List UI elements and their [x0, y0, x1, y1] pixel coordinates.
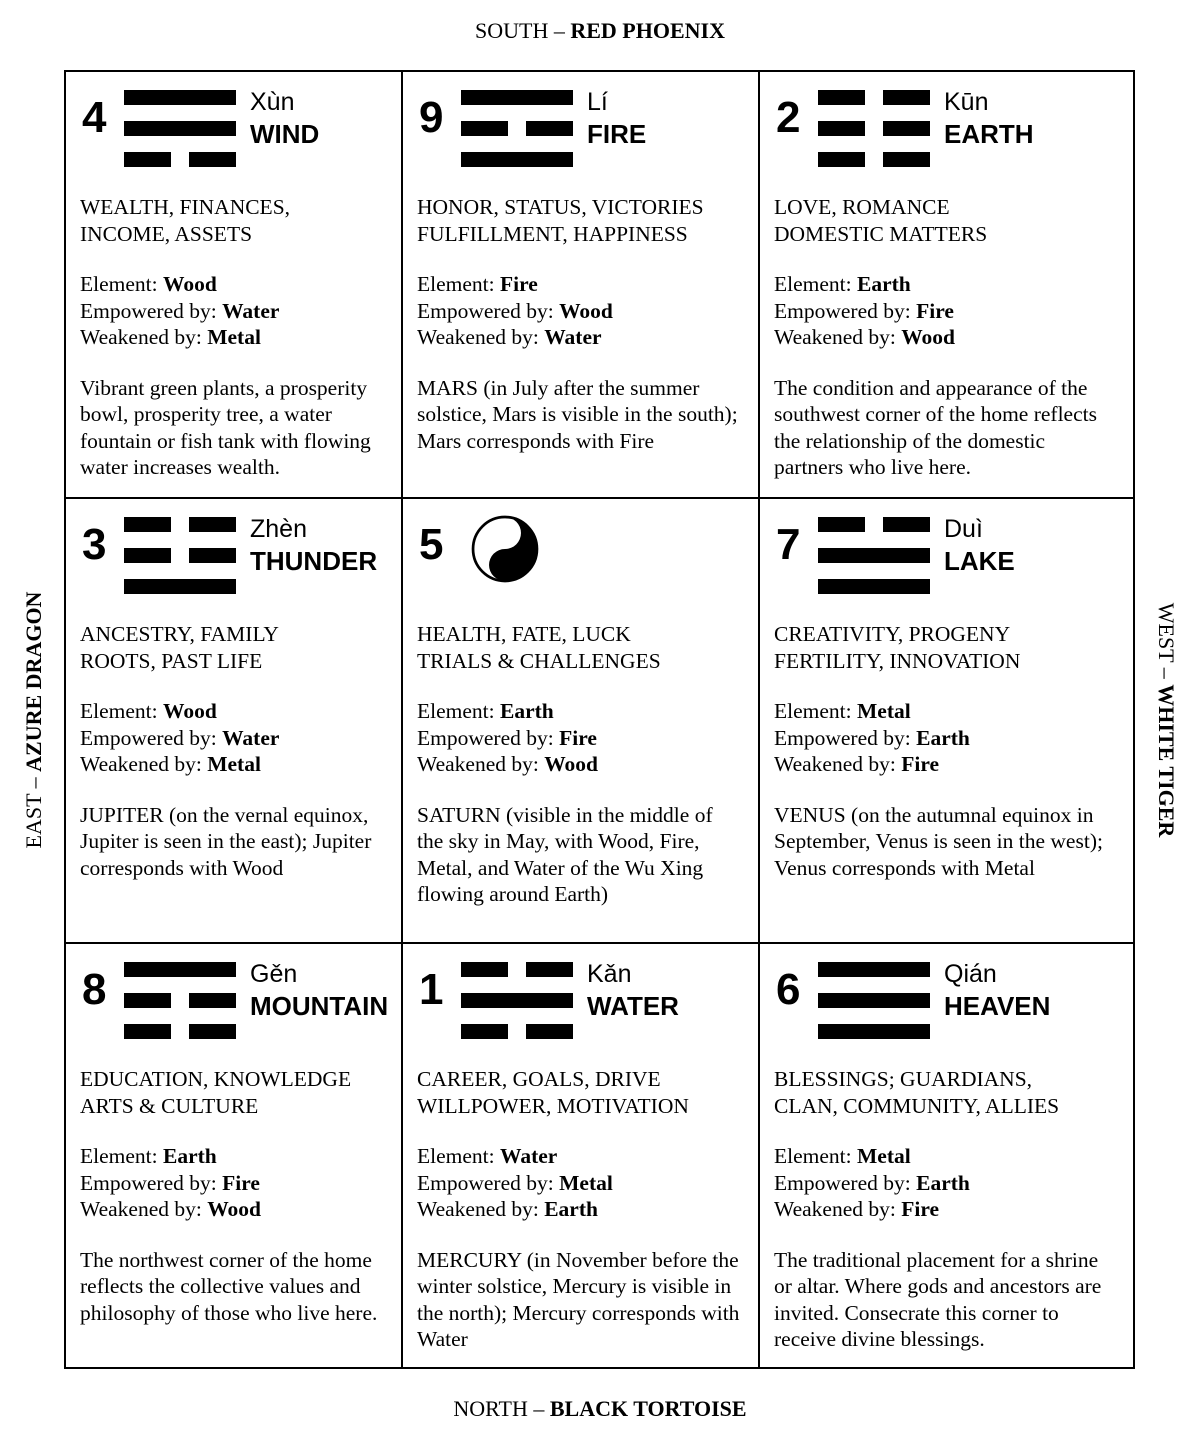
cell-theme [417, 621, 744, 674]
theme-line-2: TRIALS & CHALLENGES [417, 648, 661, 673]
trigram-line-yang [818, 1024, 930, 1039]
theme-line-1: EDUCATION, KNOWLEDGE [80, 1067, 352, 1091]
empowered-value: Metal [559, 1170, 613, 1195]
cell-number: 3 [82, 520, 107, 569]
element-label: Element: [417, 1144, 500, 1168]
element-label: Element: [417, 699, 500, 723]
theme-line-1: HONOR, STATUS, VICTORIES [417, 195, 704, 219]
trigram-line-yang [124, 579, 236, 594]
trigram-name: LAKE [944, 546, 1015, 576]
weakened-row [774, 751, 1119, 778]
trigram-name: EARTH [944, 119, 1034, 149]
trigram-name: MOUNTAIN [250, 991, 389, 1021]
empowered-value: Wood [559, 298, 613, 323]
bagua-cell-1 [403, 944, 760, 1367]
cell-header [774, 958, 1119, 1048]
element-value: Fire [500, 272, 538, 296]
cell-properties [80, 271, 387, 351]
weakened-label: Weakened by: [80, 325, 208, 349]
cell-names [944, 958, 1050, 1022]
trigram-line-yang [124, 962, 236, 977]
cell-header [80, 958, 387, 1048]
element-row [774, 271, 1119, 298]
theme-line-2: ROOTS, PAST LIFE [80, 648, 263, 673]
element-value: Earth [163, 1144, 217, 1168]
weakened-label: Weakened by: [774, 752, 902, 776]
cell-header [417, 513, 744, 603]
theme-line-2: ARTS & CULTURE [80, 1093, 259, 1118]
empowered-row [417, 1170, 744, 1197]
empowered-label: Empowered by: [774, 725, 917, 750]
bagua-cell-6 [760, 944, 1133, 1367]
weakened-row [80, 324, 387, 351]
empowered-label: Empowered by: [774, 1170, 917, 1195]
theme-line-2: FULFILLMENT, HAPPINESS [417, 221, 688, 246]
trigram-line-yang [818, 993, 930, 1008]
weakened-value: Earth [544, 1197, 598, 1221]
cell-body [417, 194, 744, 454]
bagua-cell-3 [66, 499, 403, 944]
theme-line-2: INCOME, ASSETS [80, 221, 253, 246]
weakened-value: Wood [544, 752, 598, 776]
empowered-row [417, 725, 744, 752]
direction-east-label: EAST – AZURE DRAGON [21, 591, 46, 849]
cell-theme [417, 1066, 744, 1119]
element-value: Earth [857, 272, 911, 296]
cell-number: 1 [419, 965, 444, 1014]
cell-description: Vibrant green plants, a prosperity bowl, prosperity tree, a water fountain or fish tank with flowing water increases wealth. [80, 375, 371, 479]
empowered-label: Empowered by: [417, 298, 560, 323]
cell-description: VENUS (on the autumnal equinox in September, Venus is seen in the west); Venus corresponds with Metal [774, 802, 1103, 880]
cell-body [774, 621, 1119, 881]
theme-line-1: ANCESTRY, FAMILY [80, 622, 279, 646]
trigram-line-yang [818, 548, 930, 563]
element-value: Wood [163, 272, 217, 296]
theme-line-2: WILLPOWER, MOTIVATION [417, 1093, 689, 1118]
trigram-name: HEAVEN [944, 991, 1051, 1021]
empowered-value: Fire [559, 725, 597, 750]
trigram-line-yin [461, 121, 573, 136]
empowered-value: Earth [916, 725, 970, 750]
weakened-value: Wood [207, 1197, 261, 1221]
cell-properties [774, 698, 1119, 778]
cell-header [80, 86, 387, 176]
trigram-name: THUNDER [250, 546, 378, 576]
cell-header [417, 958, 744, 1048]
cell-properties [80, 1143, 387, 1223]
cell-theme [417, 194, 744, 247]
cell-theme [80, 621, 387, 674]
cell-names [944, 513, 1015, 577]
theme-line-1: HEALTH, FATE, LUCK [417, 622, 631, 646]
empowered-value: Water [222, 725, 280, 750]
trigram-line-yang [124, 121, 236, 136]
weakened-row [417, 324, 744, 351]
cell-description: The traditional placement for a shrine or altar. Where gods and ancestors are invited. Consecrate this corner to receive divine blessings. [774, 1247, 1102, 1351]
element-row [80, 271, 387, 298]
weakened-row [417, 1196, 744, 1223]
element-label: Element: [774, 699, 857, 723]
empowered-row [417, 298, 744, 325]
weakened-value: Wood [901, 325, 955, 349]
trigram-line-yin [461, 1024, 573, 1039]
cell-description: MERCURY (in November before the winter solstice, Mercury is visible in the north); Mercury corresponds with Water [417, 1247, 740, 1351]
trigram-icon [818, 962, 930, 1039]
cell-theme [774, 1066, 1119, 1119]
trigram-line-yang [124, 90, 236, 105]
weakened-row [80, 1196, 387, 1223]
trigram-line-yin [461, 962, 573, 977]
element-label: Element: [417, 272, 500, 296]
trigram-icon [461, 90, 573, 167]
weakened-row [417, 751, 744, 778]
weakened-value: Fire [901, 1197, 940, 1221]
empowered-label: Empowered by: [417, 1170, 560, 1195]
trigram-line-yang [461, 993, 573, 1008]
element-label: Element: [80, 1144, 163, 1168]
bagua-cell-7 [760, 499, 1133, 944]
trigram-pinyin: Xùn [250, 88, 295, 116]
theme-line-2: CLAN, COMMUNITY, ALLIES [774, 1093, 1060, 1118]
empowered-value: Fire [222, 1170, 260, 1195]
cell-description: JUPITER (on the vernal equinox, Jupiter is seen in the east); Jupiter corresponds with Wood [80, 802, 372, 880]
weakened-value: Fire [901, 752, 940, 776]
cell-header [774, 86, 1119, 176]
trigram-line-yin [124, 548, 236, 563]
empowered-row [774, 1170, 1119, 1197]
element-value: Water [500, 1144, 558, 1168]
trigram-line-yin [818, 121, 930, 136]
element-row [774, 698, 1119, 725]
element-value: Metal [857, 1144, 911, 1168]
cell-theme [80, 1066, 387, 1119]
empowered-value: Earth [916, 1170, 970, 1195]
trigram-pinyin: Zhèn [250, 515, 307, 543]
weakened-label: Weakened by: [80, 752, 208, 776]
theme-line-2: DOMESTIC MATTERS [774, 221, 988, 246]
bagua-cell-2 [760, 72, 1133, 499]
element-row [417, 271, 744, 298]
cell-body [80, 621, 387, 881]
weakened-row [774, 1196, 1119, 1223]
element-row [417, 698, 744, 725]
trigram-line-yin [124, 993, 236, 1008]
trigram-pinyin: Duì [944, 515, 983, 543]
weakened-row [80, 751, 387, 778]
empowered-value: Fire [916, 298, 954, 323]
cell-names [587, 86, 646, 150]
cell-number: 9 [419, 93, 444, 142]
cell-theme [774, 621, 1119, 674]
trigram-pinyin: Lí [587, 88, 608, 116]
direction-south-label: SOUTH – RED PHOENIX [475, 18, 725, 43]
direction-west-label: WEST – WHITE TIGER [1154, 602, 1179, 838]
trigram-line-yin [124, 152, 236, 167]
weakened-label: Weakened by: [774, 1197, 902, 1221]
cell-number: 4 [82, 93, 107, 142]
element-label: Element: [80, 699, 163, 723]
cell-body [774, 194, 1119, 481]
cell-number: 6 [776, 965, 801, 1014]
weakened-label: Weakened by: [417, 1197, 545, 1221]
element-row [80, 698, 387, 725]
empowered-label: Empowered by: [80, 298, 223, 323]
bagua-grid [64, 70, 1135, 1369]
weakened-label: Weakened by: [80, 1197, 208, 1221]
cell-names [250, 958, 388, 1022]
trigram-name: FIRE [587, 119, 647, 149]
trigram-pinyin: Gěn [250, 960, 298, 988]
cell-names [944, 86, 1034, 150]
trigram-line-yang [461, 90, 573, 105]
trigram-icon [124, 90, 236, 167]
cell-theme [80, 194, 387, 247]
element-row [774, 1143, 1119, 1170]
trigram-icon [461, 962, 573, 1039]
trigram-name: WATER [587, 991, 679, 1021]
element-value: Metal [857, 699, 911, 723]
trigram-pinyin: Qián [944, 960, 997, 988]
cell-body [417, 621, 744, 908]
cell-description: The condition and appearance of the southwest corner of the home reflects the relationship of the domestic partners who live here. [774, 375, 1097, 479]
element-row [80, 1143, 387, 1170]
weakened-label: Weakened by: [774, 325, 902, 349]
theme-line-1: WEALTH, FINANCES, [80, 195, 291, 219]
trigram-line-yang [818, 579, 930, 594]
trigram-line-yin [818, 517, 930, 532]
cell-names [250, 513, 377, 577]
weakened-value: Metal [207, 325, 261, 349]
element-row [417, 1143, 744, 1170]
theme-line-1: CAREER, GOALS, DRIVE [417, 1067, 661, 1091]
bagua-cell-9 [403, 72, 760, 499]
trigram-icon [124, 962, 236, 1039]
trigram-icon [818, 90, 930, 167]
cell-properties [774, 271, 1119, 351]
weakened-label: Weakened by: [417, 325, 545, 349]
weakened-value: Metal [207, 752, 261, 776]
weakened-row [774, 324, 1119, 351]
cell-number: 8 [82, 965, 107, 1014]
weakened-value: Water [544, 325, 602, 349]
cell-names [250, 86, 319, 150]
empowered-label: Empowered by: [417, 725, 560, 750]
yin-yang-icon [471, 515, 539, 583]
trigram-pinyin: Kǎn [587, 960, 632, 988]
cell-description: MARS (in July after the summer solstice, Mars is visible in the south); Mars corresponds with Fire [417, 375, 738, 453]
theme-line-1: LOVE, ROMANCE [774, 195, 950, 219]
trigram-line-yin [818, 90, 930, 105]
empowered-row [80, 1170, 387, 1197]
element-label: Element: [774, 272, 857, 296]
element-label: Element: [80, 272, 163, 296]
empowered-label: Empowered by: [774, 298, 917, 323]
cell-body [80, 1066, 387, 1326]
trigram-line-yin [818, 152, 930, 167]
cell-header [774, 513, 1119, 603]
trigram-line-yang [461, 152, 573, 167]
weakened-label: Weakened by: [417, 752, 545, 776]
empowered-value: Water [222, 298, 280, 323]
element-value: Wood [163, 699, 217, 723]
theme-line-1: CREATIVITY, PROGENY [774, 622, 1011, 646]
cell-description: The northwest corner of the home reflects the collective values and philosophy of those who live here. [80, 1247, 378, 1325]
cell-properties [774, 1143, 1119, 1223]
cell-header [80, 513, 387, 603]
bagua-cell-8 [66, 944, 403, 1367]
trigram-line-yin [124, 1024, 236, 1039]
element-value: Earth [500, 699, 554, 723]
element-label: Element: [774, 1144, 857, 1168]
cell-header [417, 86, 744, 176]
bagua-cell-5 [403, 499, 760, 944]
cell-properties [417, 1143, 744, 1223]
cell-description: SATURN (visible in the middle of the sky in May, with Wood, Fire, Metal, and Water of the Wu Xing flowing around Earth) [417, 802, 713, 906]
cell-body [80, 194, 387, 481]
trigram-name: WIND [250, 119, 320, 149]
cell-properties [417, 698, 744, 778]
empowered-label: Empowered by: [80, 725, 223, 750]
cell-body [774, 1066, 1119, 1353]
trigram-icon [124, 517, 236, 594]
cell-theme [774, 194, 1119, 247]
cell-properties [80, 698, 387, 778]
cell-number: 7 [776, 520, 801, 569]
cell-number: 2 [776, 93, 801, 142]
cell-names [587, 958, 679, 1022]
theme-line-1: BLESSINGS; GUARDIANS, [774, 1067, 1033, 1091]
trigram-line-yang [818, 962, 930, 977]
cell-properties [417, 271, 744, 351]
trigram-icon [818, 517, 930, 594]
direction-north-label: NORTH – BLACK TORTOISE [453, 1396, 747, 1421]
empowered-row [80, 298, 387, 325]
trigram-pinyin: Kūn [944, 88, 989, 116]
cell-body [417, 1066, 744, 1353]
theme-line-2: FERTILITY, INNOVATION [774, 648, 1021, 673]
empowered-row [774, 298, 1119, 325]
trigram-line-yin [124, 517, 236, 532]
empowered-row [774, 725, 1119, 752]
bagua-cell-4 [66, 72, 403, 499]
cell-number: 5 [419, 520, 444, 569]
empowered-label: Empowered by: [80, 1170, 223, 1195]
empowered-row [80, 725, 387, 752]
